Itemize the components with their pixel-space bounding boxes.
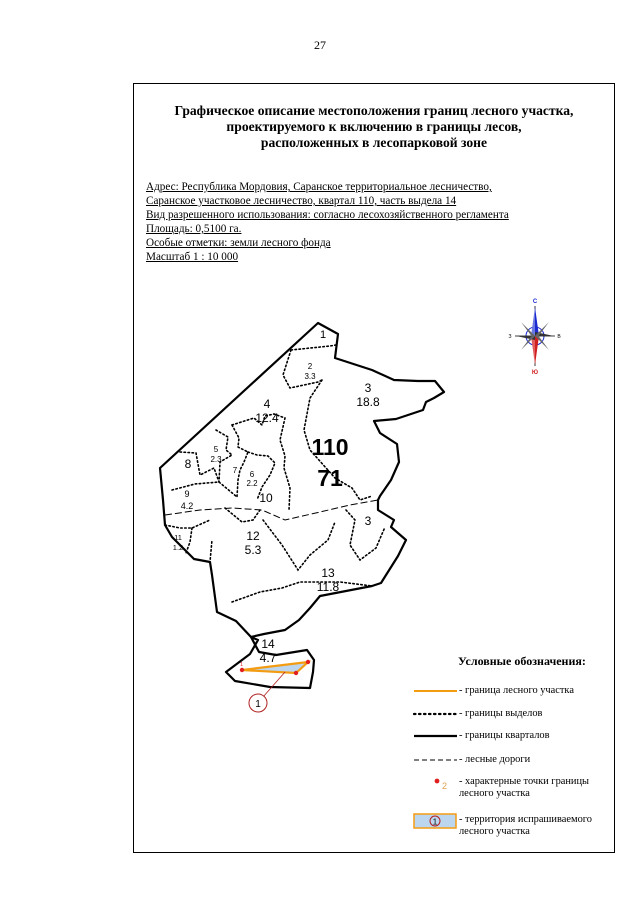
section-3-area: 18.8 xyxy=(356,395,380,409)
page-number: 27 xyxy=(314,38,326,52)
section-boundaries xyxy=(165,345,385,637)
section-7-number: 7 xyxy=(232,466,238,475)
section-12-area: 5.3 xyxy=(244,543,262,557)
section-14-area: 4.7 xyxy=(259,651,277,665)
compass-north-label: С xyxy=(532,299,538,305)
title-line-3: расположенных в лесопарковой зоне xyxy=(260,135,488,150)
boundary-point-marker xyxy=(240,668,244,672)
compass-rose-icon xyxy=(508,299,561,376)
legend-title: Условные обозначения: xyxy=(458,654,586,668)
legend-point-number: 2 xyxy=(442,781,448,791)
section-6-number: 6 xyxy=(249,470,255,479)
legend-symbols xyxy=(414,691,457,828)
section-8-number: 8 xyxy=(184,457,192,471)
section-13-number: 13 xyxy=(321,566,335,580)
section-4-number: 4 xyxy=(263,397,271,411)
boundary-point-marker xyxy=(294,671,298,675)
section-1-number: 1 xyxy=(319,329,327,341)
quarter-area: 71 xyxy=(317,465,343,491)
plot-marker-number: 1 xyxy=(255,699,261,710)
section-2-number: 2 xyxy=(307,362,313,371)
title-line-1: Графическое описание местоположения границ лесного участка, xyxy=(174,103,574,118)
section-10-number: 10 xyxy=(259,491,273,505)
plot-area: Площадь: 0,5100 га. xyxy=(146,222,242,235)
compass-west-label: З xyxy=(508,334,512,340)
section-4-area: 12.4 xyxy=(255,411,279,425)
legend-plot-marker-number: 1 xyxy=(432,817,438,827)
section-14-number: 14 xyxy=(261,637,275,651)
legend-quarter-boundary: - границы кварталов xyxy=(459,730,550,741)
requested-plot xyxy=(240,660,310,712)
legend-plot-boundary: - граница лесного участка xyxy=(459,685,574,696)
usage-type: Вид разрешенного использования: согласно лесохозяйственного регламента xyxy=(146,208,509,221)
legend-boundary-points xyxy=(459,776,614,800)
legend-boundary-points-line-1: - характерные точки границы xyxy=(459,776,590,787)
section-3b-number: 3 xyxy=(364,514,372,528)
legend-plot-area xyxy=(459,814,614,838)
address-line-1: Адрес: Республика Мордовия, Саранское территориальное лесничество, xyxy=(146,181,492,193)
legend-section-boundary: - границы выделов xyxy=(459,708,543,719)
section-3-number: 3 xyxy=(364,381,372,395)
quarter-boundary xyxy=(160,323,444,688)
legend-boundary-points-line-2: лесного участка xyxy=(459,788,530,799)
map-scale: Масштаб 1 : 10 000 xyxy=(146,250,239,263)
boundary-point-label: 1 xyxy=(240,662,244,668)
legend-plot-area-line-1: - территория испрашиваемого xyxy=(459,814,592,825)
compass-south-label: Ю xyxy=(531,370,539,376)
address-line-2: Саранское участковое лесничество, квартал 110, часть выдела 14 xyxy=(146,194,457,207)
title-line-2: проектируемого к включению в границы лесов, xyxy=(226,119,522,134)
section-11-area: 1.2 xyxy=(172,543,184,552)
section-11-number: 11 xyxy=(174,533,182,542)
section-13-area: 11.8 xyxy=(316,580,340,594)
legend-plot-area-line-2: лесного участка xyxy=(459,826,530,837)
special-notes: Особые отметки: земли лесного фонда xyxy=(146,236,331,249)
legend-boundary-point-symbol xyxy=(435,779,440,784)
section-2-area: 3.3 xyxy=(304,372,316,381)
section-5-number: 5 xyxy=(213,445,219,454)
section-5-area: 2.3 xyxy=(210,455,222,464)
legend-forest-road: - лесные дороги xyxy=(459,754,531,765)
section-6-area: 2.2 xyxy=(246,479,258,488)
compass-east-label: В xyxy=(557,334,561,340)
boundary-point-marker xyxy=(306,660,310,664)
section-12-number: 12 xyxy=(246,529,260,543)
section-9-area: 4.2 xyxy=(180,501,194,511)
section-9-number: 9 xyxy=(184,489,190,499)
quarter-number: 110 xyxy=(311,434,349,460)
